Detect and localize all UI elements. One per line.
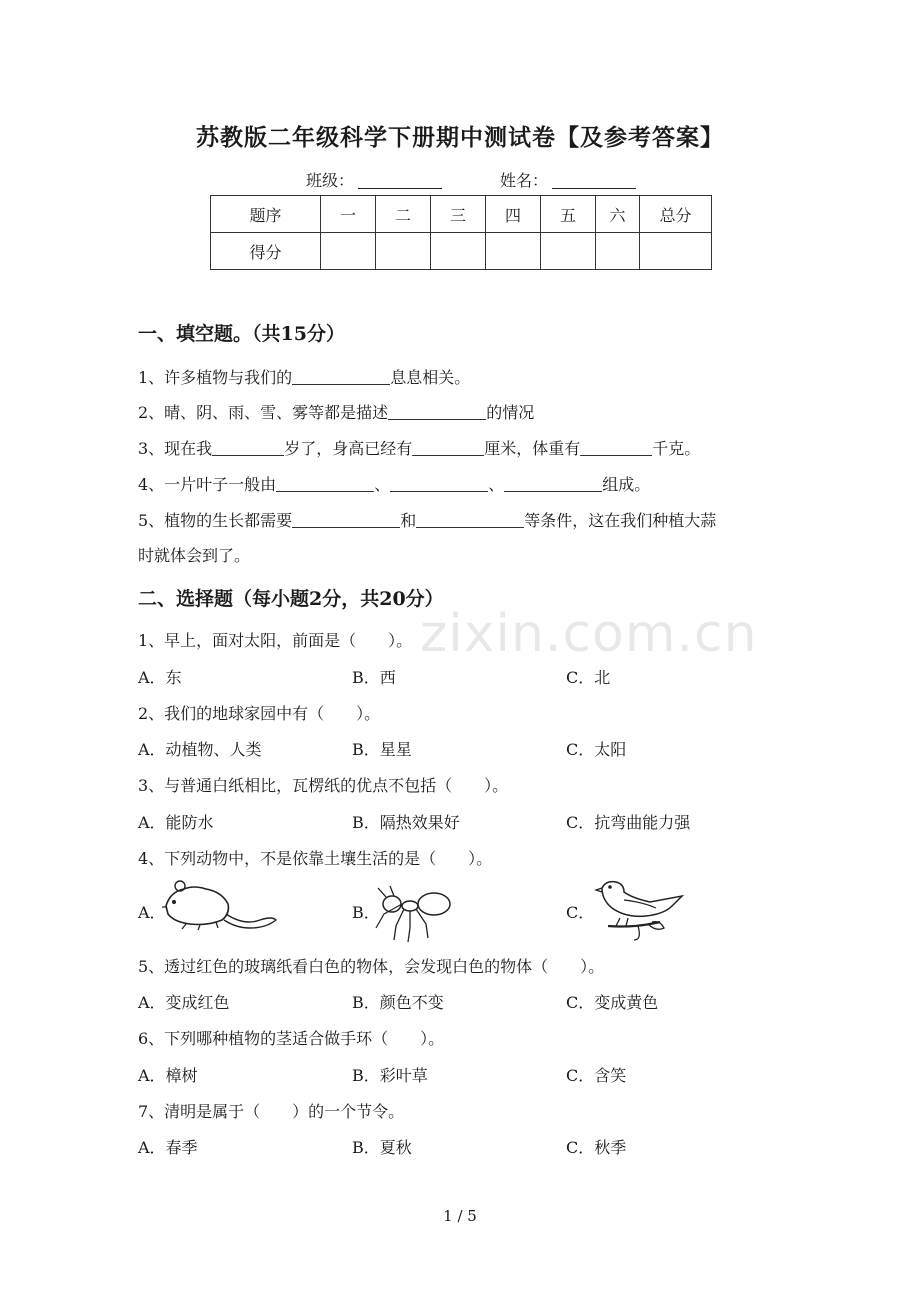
- score-cell[interactable]: [640, 233, 712, 270]
- option-a[interactable]: A．: [138, 903, 166, 922]
- answer-blank[interactable]: [212, 441, 284, 456]
- option-a[interactable]: A．能防水: [138, 813, 214, 832]
- q2-text-b: 的情况: [486, 403, 535, 422]
- answer-blank[interactable]: [388, 405, 486, 420]
- q3-text-b: 岁了，身高已经有: [284, 439, 413, 458]
- q4-text-b: 、: [374, 475, 391, 494]
- option-b[interactable]: B．西: [352, 668, 396, 687]
- name-blank[interactable]: [552, 172, 636, 189]
- option-a[interactable]: A．樟树: [138, 1066, 198, 1085]
- option-b[interactable]: B．颜色不变: [352, 993, 444, 1012]
- option-b[interactable]: B．夏秋: [352, 1138, 412, 1157]
- score-header-cell: 题序: [211, 196, 321, 233]
- answer-blank[interactable]: [504, 477, 602, 492]
- fill-question-2: [138, 400, 534, 423]
- answer-blank[interactable]: [412, 441, 484, 456]
- choice-question-3: 3、与普通白纸相比，瓦楞纸的优点不包括（ ）。: [138, 776, 509, 795]
- option-a[interactable]: A．变成红色: [138, 993, 230, 1012]
- answer-blank[interactable]: [416, 513, 524, 528]
- option-a[interactable]: A．春季: [138, 1138, 198, 1157]
- score-header-cell: 一: [321, 196, 376, 233]
- fill-question-1: [138, 365, 470, 388]
- q3-text-a: 3、现在我: [138, 439, 213, 458]
- answer-blank[interactable]: [276, 477, 374, 492]
- ant-icon[interactable]: [374, 884, 456, 944]
- option-b[interactable]: B．星星: [352, 740, 412, 759]
- choice-question-2: 2、我们的地球家园中有（ ）。: [138, 704, 381, 723]
- watermark: zixin.com.cn: [420, 604, 758, 664]
- score-cell[interactable]: [376, 233, 431, 270]
- score-cell[interactable]: [486, 233, 541, 270]
- score-cell[interactable]: [596, 233, 640, 270]
- q4-text-a: 4、一片叶子一般由: [138, 475, 277, 494]
- option-c[interactable]: C．秋季: [566, 1138, 627, 1157]
- answer-blank[interactable]: [580, 441, 652, 456]
- option-c[interactable]: C．含笑: [566, 1066, 627, 1085]
- fill-question-3: [138, 436, 700, 459]
- class-label: 班级：: [306, 171, 355, 190]
- q5-text-c: 等条件，这在我们种植大蒜: [524, 511, 717, 530]
- choice-question-1: 1、早上，面对太阳，前面是（ ）。: [138, 631, 413, 650]
- option-c[interactable]: C．北: [566, 668, 611, 687]
- section2-title: 二、选择题（每小题2分，共20分）: [138, 588, 444, 610]
- choice-question-6: 6、下列哪种植物的茎适合做手环（ ）。: [138, 1029, 445, 1048]
- score-header-cell: 三: [431, 196, 486, 233]
- section1-title: 一、填空题。（共15分）: [138, 323, 345, 345]
- q2-text-a: 2、晴、阴、雨、雪、雾等都是描述: [138, 403, 389, 422]
- q5-text-a: 5、植物的生长都需要: [138, 511, 293, 530]
- option-a[interactable]: A．动植物、人类: [138, 740, 262, 759]
- score-header-cell: 总分: [640, 196, 712, 233]
- q1-text-b: 息息相关。: [390, 368, 471, 387]
- bird-icon[interactable]: [594, 878, 686, 942]
- option-b[interactable]: B．: [352, 903, 380, 922]
- fill-question-5-cont: 时就体会到了。: [138, 546, 251, 565]
- mouse-icon[interactable]: [160, 880, 278, 932]
- answer-blank[interactable]: [292, 370, 390, 385]
- score-header-cell: 五: [541, 196, 596, 233]
- q3-text-c: 厘米，体重有: [484, 439, 581, 458]
- option-b[interactable]: B．彩叶草: [352, 1066, 428, 1085]
- name-label: 姓名：: [500, 171, 549, 190]
- q4-text-c: 、: [488, 475, 505, 494]
- option-c[interactable]: C．: [566, 903, 595, 922]
- page-title: 苏教版二年级科学下册期中测试卷【及参考答案】: [196, 124, 724, 151]
- option-c[interactable]: C．变成黄色: [566, 993, 659, 1012]
- score-cell[interactable]: [541, 233, 596, 270]
- choice-question-7: 7、清明是属于（ ）的一个节令。: [138, 1102, 405, 1121]
- fill-question-4: [138, 472, 650, 495]
- q3-text-d: 千克。: [652, 439, 701, 458]
- score-header-cell: 二: [376, 196, 431, 233]
- option-c[interactable]: C．抗弯曲能力强: [566, 813, 691, 832]
- q1-text-a: 1、许多植物与我们的: [138, 368, 293, 387]
- score-table-row: [211, 233, 712, 270]
- score-cell[interactable]: [431, 233, 486, 270]
- choice-question-4: 4、下列动物中，不是依靠土壤生活的是（ ）。: [138, 849, 493, 868]
- class-blank[interactable]: [358, 172, 442, 189]
- page-number: 1 / 5: [443, 1207, 477, 1225]
- score-header-cell: 六: [596, 196, 640, 233]
- score-row-label: 得分: [211, 233, 321, 270]
- name-field: [500, 168, 636, 191]
- q5-text-b: 和: [400, 511, 417, 530]
- answer-blank[interactable]: [390, 477, 488, 492]
- class-field: [306, 168, 442, 191]
- score-header-cell: 四: [486, 196, 541, 233]
- choice-question-5: 5、透过红色的玻璃纸看白色的物体，会发现白色的物体（ ）。: [138, 957, 605, 976]
- fill-question-5: [138, 508, 716, 531]
- q4-text-d: 组成。: [602, 475, 651, 494]
- option-a[interactable]: A．东: [138, 668, 182, 687]
- option-b[interactable]: B．隔热效果好: [352, 813, 460, 832]
- score-table-header-row: [211, 196, 712, 233]
- answer-blank[interactable]: [292, 513, 400, 528]
- score-cell[interactable]: [321, 233, 376, 270]
- score-table: [210, 195, 712, 270]
- option-c[interactable]: C．太阳: [566, 740, 627, 759]
